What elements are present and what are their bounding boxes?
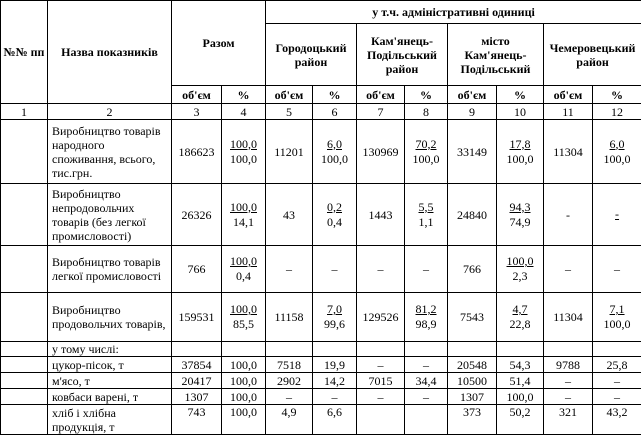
region-volume: 33149 xyxy=(448,120,497,184)
total-percent: 100,0 xyxy=(222,357,266,373)
region-percent: – xyxy=(405,357,448,373)
region-volume: 9788 xyxy=(544,357,593,373)
region-percent: $\frac{6,0}{100,0}$ xyxy=(593,120,641,184)
region-percent: $\frac{0,2}{0,4}$ xyxy=(313,184,357,246)
column-number: 12 xyxy=(593,104,641,120)
region-volume: – xyxy=(266,246,313,293)
region-volume: 129526 xyxy=(357,293,405,342)
region-volume: 11304 xyxy=(544,293,593,342)
region-percent: – xyxy=(593,373,641,389)
region-percent: $\frac{17,8}{100,0}$ xyxy=(497,120,544,184)
region-volume: 321 xyxy=(544,405,593,435)
region-volume: 11158 xyxy=(266,293,313,342)
region-percent: $\frac{4,7}{22,8}$ xyxy=(497,293,544,342)
region-volume: – xyxy=(544,389,593,405)
total-volume: 26326 xyxy=(172,184,222,246)
total-volume: 766 xyxy=(172,246,222,293)
table-row xyxy=(1,184,641,246)
total-volume: 159531 xyxy=(172,293,222,342)
region-percent: $\frac{70,2}{100,0}$ xyxy=(405,120,448,184)
column-number: 11 xyxy=(544,104,593,120)
column-number: 7 xyxy=(357,104,405,120)
indicator-name: ковбаси варені, т xyxy=(48,389,172,405)
header-percent: % xyxy=(222,86,266,104)
header-total: Разом xyxy=(172,1,266,86)
region-volume: – xyxy=(357,246,405,293)
table-row xyxy=(1,405,641,435)
region-percent: – xyxy=(313,389,357,405)
header-indicator-name: Назва показників xyxy=(48,1,172,104)
total-percent: $\frac{100,0}{0,4}$ xyxy=(222,246,266,293)
region-percent: $\frac{5,5}{1,1}$ xyxy=(405,184,448,246)
header-percent: % xyxy=(497,86,544,104)
region-volume: – xyxy=(544,246,593,293)
header-percent: % xyxy=(593,86,641,104)
header-number: №№ пп xyxy=(1,1,48,104)
header-volume: об'єм xyxy=(448,86,497,104)
header-region-4: Чемеровецький район xyxy=(544,24,641,86)
region-percent: $\frac{100,0}{2,3}$ xyxy=(497,246,544,293)
column-number: 6 xyxy=(313,104,357,120)
column-number: 1 xyxy=(1,104,48,120)
region-percent: $\frac{7,0}{99,6}$ xyxy=(313,293,357,342)
header-region-2: Кам'янець-Подільський район xyxy=(357,24,448,86)
header-region-1: Городоцький район xyxy=(266,24,357,86)
region-volume: 4,9 xyxy=(266,405,313,435)
table-row xyxy=(1,357,641,373)
region-volume: 7015 xyxy=(357,373,405,389)
header-region-3: місто Кам'янець-Подільський xyxy=(448,24,544,86)
region-volume xyxy=(357,405,405,435)
column-number: 3 xyxy=(172,104,222,120)
column-number: 4 xyxy=(222,104,266,120)
region-volume: 43 xyxy=(266,184,313,246)
header-volume: об'єм xyxy=(172,86,222,104)
header-volume: об'єм xyxy=(357,86,405,104)
total-percent: 100,0 xyxy=(222,405,266,435)
total-volume: 743 xyxy=(172,405,222,435)
table-row xyxy=(1,246,641,293)
region-percent: $\frac{7,1}{100,0}$ xyxy=(593,293,641,342)
region-volume: 766 xyxy=(448,246,497,293)
region-volume: - xyxy=(544,184,593,246)
region-volume: 373 xyxy=(448,405,497,435)
region-volume: 1307 xyxy=(448,389,497,405)
table-row xyxy=(1,389,641,405)
region-percent: 43,2 xyxy=(593,405,641,435)
region-volume: 20548 xyxy=(448,357,497,373)
region-volume: – xyxy=(357,357,405,373)
region-percent: 51,4 xyxy=(497,373,544,389)
region-percent: – xyxy=(405,389,448,405)
total-percent: 100,0 xyxy=(222,373,266,389)
region-percent: – xyxy=(593,246,641,293)
region-percent: - xyxy=(593,184,641,246)
region-percent: 100,0 xyxy=(497,389,544,405)
indicator-name: цукор-пісок, т xyxy=(48,357,172,373)
total-percent: $\frac{100,0}{14,1}$ xyxy=(222,184,266,246)
region-volume: – xyxy=(266,389,313,405)
region-percent: 6,6 xyxy=(313,405,357,435)
total-percent: $\frac{100,0}{85,5}$ xyxy=(222,293,266,342)
header-percent: % xyxy=(313,86,357,104)
table-row xyxy=(1,373,641,389)
total-volume: 186623 xyxy=(172,120,222,184)
indicator-name: Виробництво товарів народного споживання, всього, тис.грн. xyxy=(48,120,172,184)
header-volume: об'єм xyxy=(544,86,593,104)
column-number: 2 xyxy=(48,104,172,120)
table-row xyxy=(1,293,641,342)
region-percent: 14,2 xyxy=(313,373,357,389)
region-percent: – xyxy=(593,389,641,405)
region-volume: 7518 xyxy=(266,357,313,373)
region-percent: $\frac{94,3}{74,9}$ xyxy=(497,184,544,246)
region-percent: 54,3 xyxy=(497,357,544,373)
region-percent: 34,4 xyxy=(405,373,448,389)
region-volume: 1443 xyxy=(357,184,405,246)
region-percent xyxy=(405,405,448,435)
header-percent: % xyxy=(405,86,448,104)
table-row xyxy=(1,342,641,357)
region-percent: $\frac{81,2}{98,9}$ xyxy=(405,293,448,342)
indicator-name: хліб і хлібна продукція, т xyxy=(48,405,172,435)
indicator-name: м'ясо, т xyxy=(48,373,172,389)
region-percent: $\frac{6,0}{100,0}$ xyxy=(313,120,357,184)
region-volume: 24840 xyxy=(448,184,497,246)
region-volume: – xyxy=(544,373,593,389)
region-volume: 2902 xyxy=(266,373,313,389)
column-number: 9 xyxy=(448,104,497,120)
header-admin-units: у т.ч. адміністративні одиниці xyxy=(266,1,641,24)
header-volume: об'єм xyxy=(266,86,313,104)
table-row xyxy=(1,120,641,184)
indicator-name: Виробництво продовольчих товарів, xyxy=(48,293,172,342)
region-percent: 25,8 xyxy=(593,357,641,373)
region-percent: – xyxy=(313,246,357,293)
total-volume: 20417 xyxy=(172,373,222,389)
region-volume: 7543 xyxy=(448,293,497,342)
region-percent: – xyxy=(405,246,448,293)
indicator-name: Виробництво товарів легкої промисловості xyxy=(48,246,172,293)
column-number: 8 xyxy=(405,104,448,120)
total-volume: 1307 xyxy=(172,389,222,405)
region-volume: 11201 xyxy=(266,120,313,184)
total-percent: $\frac{100,0}{100,0}$ xyxy=(222,120,266,184)
region-volume: 130969 xyxy=(357,120,405,184)
region-volume: 11304 xyxy=(544,120,593,184)
region-percent: 50,2 xyxy=(497,405,544,435)
total-percent: 100,0 xyxy=(222,389,266,405)
total-volume: 37854 xyxy=(172,357,222,373)
column-number: 10 xyxy=(497,104,544,120)
region-volume: – xyxy=(357,389,405,405)
region-volume: 10500 xyxy=(448,373,497,389)
region-percent: 19,9 xyxy=(313,357,357,373)
column-number: 5 xyxy=(266,104,313,120)
subheader-including: у тому числі: xyxy=(48,342,172,357)
indicator-name: Виробництво непродовольчих товарів (без легкої промисловості) xyxy=(48,184,172,246)
